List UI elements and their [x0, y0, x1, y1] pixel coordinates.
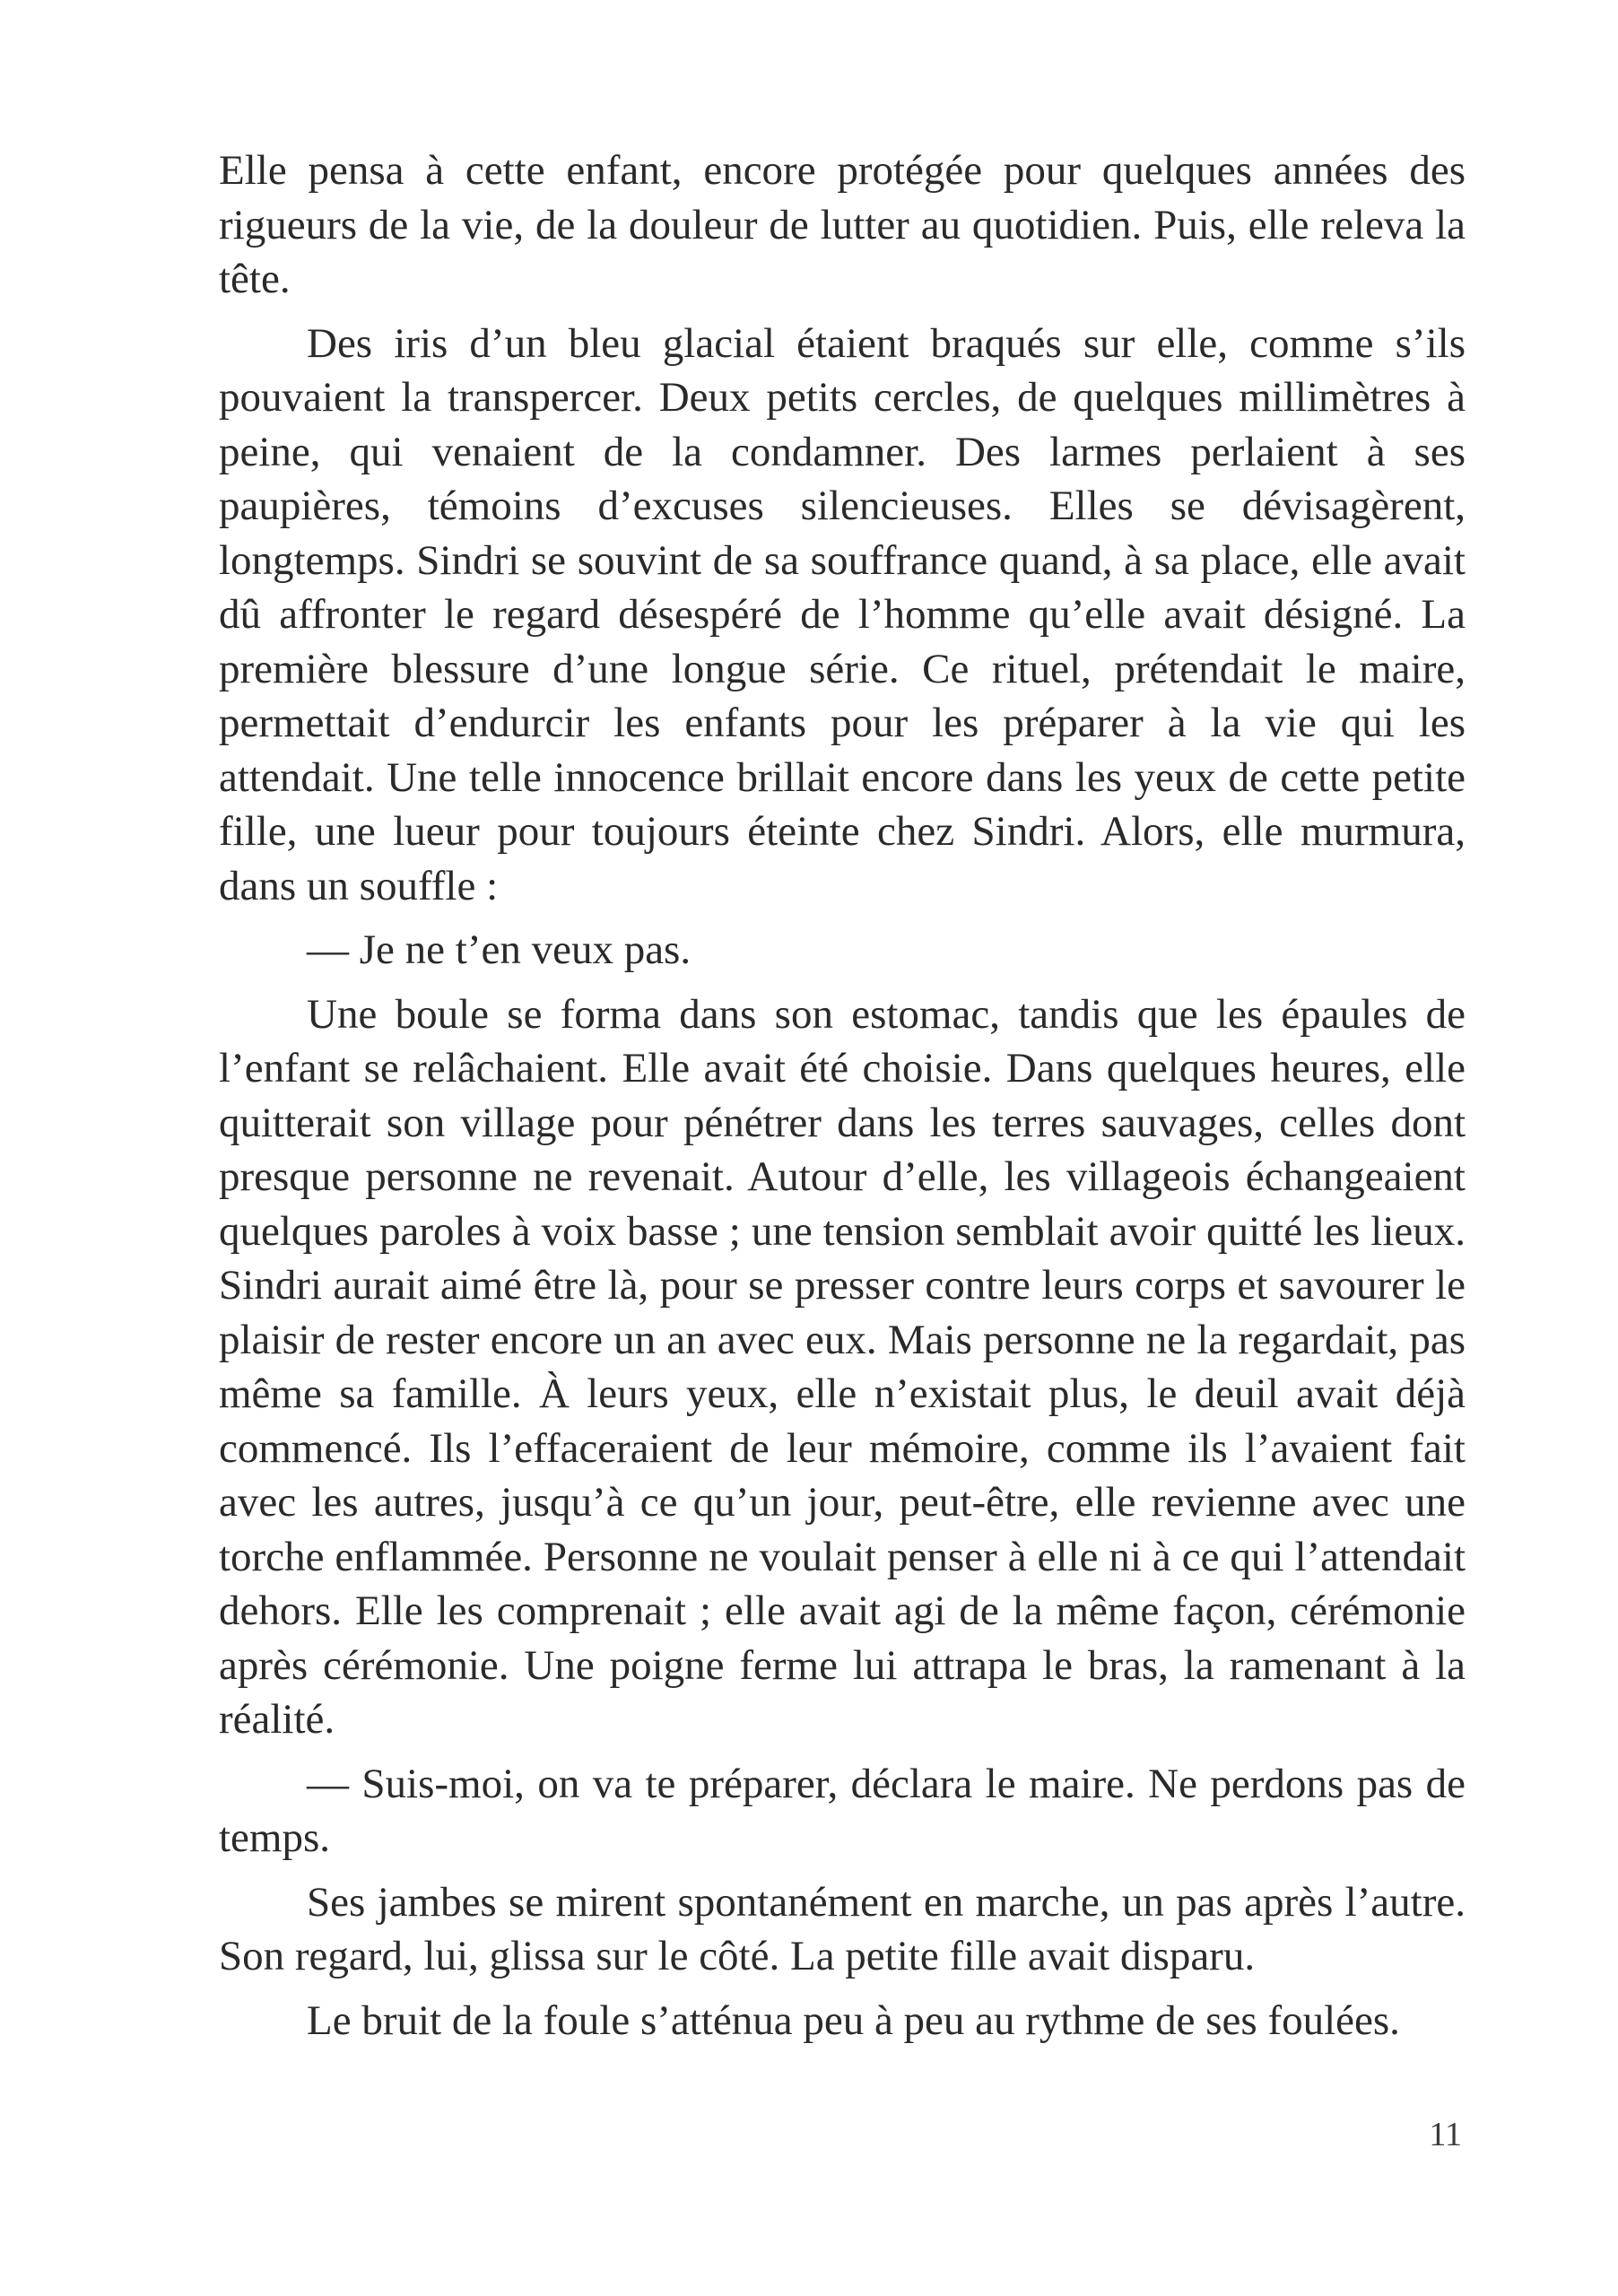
page-number: 11	[1429, 2116, 1462, 2153]
paragraph-2: Des iris d’un bleu glacial étaient braqués sur elle, comme s’ils pouvaient la transpercer. Deux petits cercles, de quelques millimètres à peine, qui venaient de la condamner. Des larmes perlaient à ses paupières, témoins d’excuses silencieuses. Elles se dévisagèrent, longtemps. Sindri se souvint de sa souffrance quand, à sa place, elle avait dû affronter le regard désespéré de l’homme qu’elle avait désigné. La première blessure d’une longue série. Ce rituel, prétendait le maire, permettait d’endurcir les enfants pour les préparer à la vie qui les attendait. Une telle innocence brillait encore dans les yeux de cette petite fille, une lueur pour toujours éteinte chez Sindri. Alors, elle murmura, dans un souffle :	[219, 319, 1466, 909]
dialogue-line-1: — Je ne t’en veux pas.	[307, 926, 692, 973]
dialogue-line-2: — Suis-moi, on va te préparer, déclara le maire. Ne perdons pas de temps.	[219, 1760, 1466, 1861]
paragraph-3: Une boule se forma dans son estomac, tandis que les épaules de l’enfant se relâchaient. Elle avait été choisie. Dans quelques heures, elle quitterait son village pour pénétrer dans les terres sauvages, celles dont presque personne ne revenait. Autour d’elle, les villageois échangeaient quelques paroles à voix basse ; une tension semblait avoir quitté les lieux. Sindri aurait aimé être là, pour se presser contre leurs corps et savourer le plaisir de rester encore un an avec eux. Mais personne ne la regardait, pas même sa famille. À leurs yeux, elle n’existait plus, le deuil avait déjà commencé. Ils l’effaceraient de leur mémoire, comme ils l’avaient fait avec les autres, jusqu’à ce qu’un jour, peut-être, elle revienne avec une torche enflammée. Personne ne voulait penser à elle ni à ce qui l’attendait dehors. Elle les comprenait ; elle avait agi de la même façon, cérémonie après cérémonie. Une poigne ferme lui attrapa le bras, la ramenant à la réalité.	[219, 990, 1466, 1743]
paragraph-1: Elle pensa à cette enfant, encore protégée pour quelques années des rigueurs de la vie, de la douleur de lutter au quotidien. Puis, elle releva la tête.	[219, 147, 1466, 302]
paragraph-5: Le bruit de la foule s’atténua peu à peu au rythme de ses foulées.	[307, 1996, 1400, 2044]
paragraph-4: Ses jambes se mirent spontanément en marche, un pas après l’autre. Son regard, lui, glissa sur le côté. La petite fille avait disparu.	[219, 1878, 1466, 1979]
body-text	[219, 144, 1466, 2057]
